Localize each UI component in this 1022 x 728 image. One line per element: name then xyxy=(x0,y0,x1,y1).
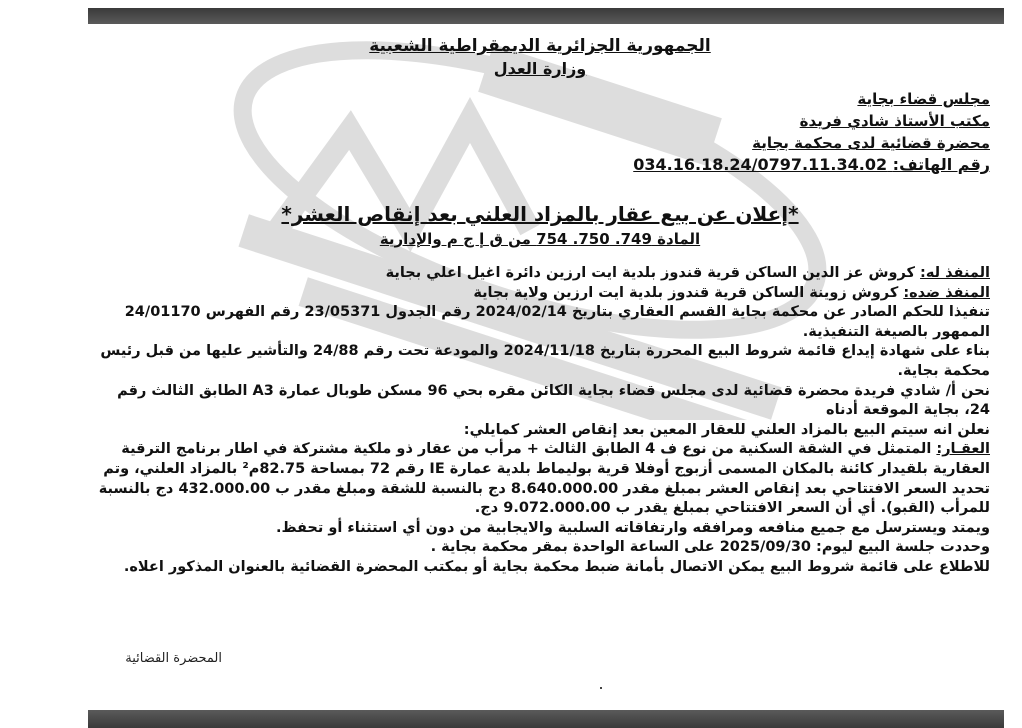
enforcer-text: كروش عز الدين الساكن قرية قندوز بلدية ايت ارزين دائرة اغيل اعلي بجاية xyxy=(385,265,915,281)
property-text: المتمثل في الشقة السكنية من نوع ف 4 الطابق الثالث + مرأب من عقار ذو ملكية مشتركة في اطار برنامج الترقية العقارية بلقيدار كائنة بالمكان المسمى أزبوج أوفلا قرية بوليماط بلدية عمارة IE رقم 72 بمساحة 82.75م² بالمزاد العلني، وتم تحديد السعر الافتتاحي بعد إنقاص العشر بمبلغ مقدر 8.640.000.00 دج بالنسبة للشقة ومبلغ مقدر ب 432.000.00 دج بالنسبة للمرأب (القبو). أي أن السعر الافتتاحي بمبلغ يقدر ب 9.072.000.00 دج. xyxy=(98,441,990,517)
bailiff-role: محضرة قضائية لدى محكمة بجاية xyxy=(752,134,990,152)
enforcer-line xyxy=(90,264,990,284)
enforcer-label: المنفذ له: xyxy=(920,265,990,281)
top-border-bar xyxy=(88,8,1004,24)
property-label: العقـار: xyxy=(936,441,990,458)
notice-article: المادة 749. 750. 754 من ق إ ج م والإدارية xyxy=(379,230,701,248)
bailiff-paragraph: نحن أ/ شادي فريدة محضرة قضائية لدى مجلس قضاء بجاية الكائن مقره بحي 96 مسكن طوبال عمارة A3 الطابق الثالث رقم 24، بجاية الموقعة أدناه xyxy=(117,382,990,419)
bottom-border-bar xyxy=(88,710,1004,728)
court-name: مجلس قضاء بجاية xyxy=(857,90,990,108)
phone-label: رقم الهاتف: xyxy=(892,155,990,174)
rights-paragraph: ويمتد ويسترسل مع جميع منافعه ومرافقه وارتفاقاته السلبية والايجابية من دون أي استثناء أو تحفظ. xyxy=(275,519,990,536)
republic-title: الجمهورية الجزائرية الديمقراطية الشعبية xyxy=(369,36,711,56)
property-paragraph xyxy=(90,440,990,518)
office-info xyxy=(570,88,990,176)
phone-line xyxy=(570,154,990,176)
stray-dot xyxy=(600,687,602,689)
session-paragraph: وحددت جلسة البيع ليوم: 2025/09/30 على الساعة الواحدة بمقر محكمة بجاية . xyxy=(430,539,990,556)
top-margin xyxy=(0,0,1022,6)
legal-notice-document xyxy=(90,28,990,708)
announcement-paragraph: نعلن انه سيتم البيع بالمزاد العلني للعقار المعين بعد إنقاص العشر كمايلي: xyxy=(463,421,990,438)
against-text: كروش زوينة الساكن قرية قندوز بلدية ايت ارزين ولاية بجاية xyxy=(473,284,899,301)
notice-title-block xyxy=(90,200,990,250)
notice-body xyxy=(90,264,990,578)
deposit-paragraph: بناء على شهادة إيداع قائمة شروط البيع المحررة بتاريخ 2024/11/18 والمودعة تحت رقم 24/88 والتأشير عليها من قبل رئيس محكمة بجاية. xyxy=(100,343,990,379)
notice-title: *إعلان عن بيع عقار بالمزاد العلني بعد إنقاص العشر* xyxy=(281,202,799,226)
ministry-title: وزارة العدل xyxy=(493,59,587,78)
against-label: المنفذ ضده: xyxy=(903,284,990,301)
document-header xyxy=(90,34,990,80)
signature-label: المحضرة القضائية xyxy=(125,651,222,666)
phone-number: 034.16.18.24/0797.11.34.02 xyxy=(633,155,888,174)
judgment-paragraph: تنفيذا للحكم الصادر عن محكمة بجاية القسم العقاري بتاريخ 2024/02/14 رقم الجدول 23/05371 رقم الفهرس 24/01170 الممهور بالصيغة التنفيذية. xyxy=(124,304,990,340)
info-paragraph: للاطلاع على قائمة شروط البيع يمكن الاتصال بأمانة ضبط محكمة بجاية أو بمكتب المحضرة القضائية بالعنوان المذكور اعلاه. xyxy=(123,558,990,575)
bailiff-name: مكتب الأستاذ شادي فريدة xyxy=(799,112,990,130)
against-line xyxy=(90,284,990,304)
